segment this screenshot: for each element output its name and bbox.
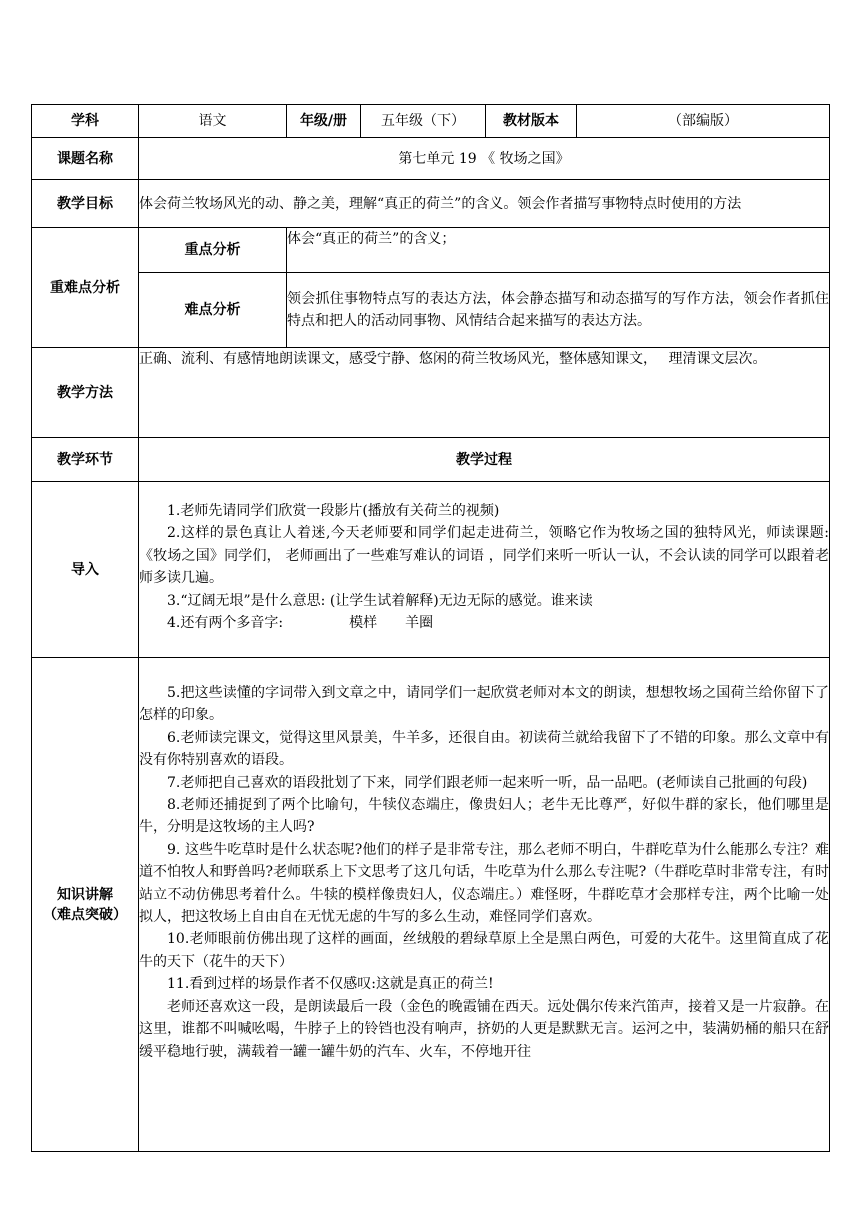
grade-value: 五年级（下）: [361, 105, 486, 138]
method-label: 教学方法: [32, 348, 139, 438]
knowledge-text-clip: [139, 682, 829, 1151]
knowledge-row: [32, 658, 830, 1152]
grade-label: 年级/册: [287, 105, 361, 138]
subject-label: 学科: [32, 105, 139, 138]
knowledge-paragraph: 7.老师把自己喜欢的语段批划了下来，同学们跟老师一起来听一听，品一品吧。(老师读自己批画的句段): [167, 774, 808, 791]
knowledge-label-line2: （难点突破）: [43, 906, 127, 923]
intro-label: 导入: [32, 482, 139, 658]
key-analysis-row: [32, 228, 830, 273]
process-label: 教学过程: [139, 438, 830, 482]
intro-row: [32, 482, 830, 658]
intro-line: 1.老师先请同学们欣赏一段影片(播放有关荷兰的视频): [167, 503, 500, 519]
subject-value: 语文: [139, 105, 287, 138]
poly-word: 羊圈: [405, 615, 434, 632]
intro-line: [139, 612, 829, 634]
knowledge-paragraph: 6.老师读完课文，觉得这里风景美，牛羊多，还很自由。初读荷兰就给我留下了不错的印象。那么文章中有没有你特别喜欢的语段。: [139, 729, 829, 769]
process-header-row: [32, 438, 830, 482]
knowledge-paragraph: 老师还喜欢这一段，是朗读最后一段（金色的晚霞铺在西天。远处偶尔传来汽笛声，接着又是一片寂静。在这里，谁都不叫喊吆喝，牛脖子上的铃铛也没有响声，挤奶的人更是默默无言。运河之中，装满奶桶的船只在舒缓平稳地行驶，满载着一罐一罐牛奶的汽车、火车，不停地开往: [139, 998, 829, 1060]
title-label: 课题名称: [32, 138, 139, 180]
knowledge-content: [139, 658, 830, 1152]
key-analysis-label: 重点分析: [139, 228, 287, 273]
stage-label: 教学环节: [32, 438, 139, 482]
poly-prefix: 4.还有两个多音字:: [167, 615, 284, 632]
goals-text: 体会荷兰牧场风光的动、静之美，理解“真正的荷兰”的含义。领会作者描写事物特点时使用的方法: [139, 180, 830, 228]
knowledge-label: [32, 658, 139, 1152]
textbook-label: 教材版本: [486, 105, 577, 138]
title-row: [32, 138, 830, 180]
knowledge-paragraph: 5.把这些读懂的字词带入到文章之中，请同学们一起欣赏老师对本文的朗读，想想牧场之国荷兰给你留下了怎样的印象。: [139, 685, 829, 724]
difficult-analysis-label: 难点分析: [139, 273, 287, 348]
knowledge-paragraph: 8.老师还捕捉到了两个比喻句，牛犊仪态端庄，像贵妇人；老牛无比尊严，好似牛群的家长，他们哪里是牛，分明是这牧场的主人吗?: [139, 797, 829, 836]
knowledge-paragraph: 9. 这些牛吃草时是什么状态呢?他们的样子是非常专注，那么老师不明白，牛群吃草为什么能那么专注？难道不怕牧人和野兽吗?老师联系上下文思考了这几句话，牛吃草为什么那么专注呢?（牛群吃草时非常专注，有时站立不动仿佛思考着什么。牛犊的模样像贵妇人，仪态端庄。）难怪呀，牛群吃草才会那样专注，两个比喻一处拟人，把这牧场上自由自在无忧无虑的牛写的多么生动，难怪同学们喜欢。: [139, 841, 829, 926]
poly-word: 模样: [349, 615, 378, 632]
knowledge-paragraph: 11.看到过样的场景作者不仅感叹:这就是真正的荷兰!: [167, 976, 494, 993]
key-analysis-text: 体会“真正的荷兰”的含义；: [287, 228, 830, 273]
knowledge-paragraph: 10.老师眼前仿佛出现了这样的画面，丝绒般的碧绿草原上全是黑白两色，可爱的大花牛。这里简直成了花牛的天下（花牛的天下）: [139, 931, 829, 970]
intro-content: [139, 482, 830, 658]
lesson-plan-table: [31, 104, 830, 1152]
analysis-label: 重难点分析: [32, 228, 139, 348]
goals-row: [32, 180, 830, 228]
knowledge-label-line1: 知识讲解: [57, 886, 113, 903]
header-row: [32, 105, 830, 138]
difficult-analysis-row: [32, 273, 830, 348]
intro-line: 2.这样的景色真让人着迷,今天老师要和同学们起走进荷兰，领略它作为牧场之国的独特风光，师读课题:《牧场之国》同学们， 老师画出了一些难写难认的词语 ，同学们来听一听认一认，不会认读的同学可以跟着老师多读几遍。: [139, 525, 829, 587]
method-text: 正确、流利、有感情地朗读课文，感受宁静、悠闲的荷兰牧场风光，整体感知课文， 理清课文层次。: [139, 348, 830, 438]
difficult-analysis-text: 领会抓住事物特点写的表达方法，体会静态描写和动态描写的写作方法，领会作者抓住特点和把人的活动同事物、风情结合起来描写的表达方法。: [287, 273, 830, 348]
goals-label: 教学目标: [32, 180, 139, 228]
intro-line: 3.“辽阔无垠”是什么意思: (让学生试着解释)无边无际的感觉。谁来读: [167, 592, 593, 609]
textbook-value: （部编版）: [577, 105, 830, 138]
lesson-title: 第七单元 19 《 牧场之国》: [139, 138, 830, 180]
method-row: [32, 348, 830, 438]
